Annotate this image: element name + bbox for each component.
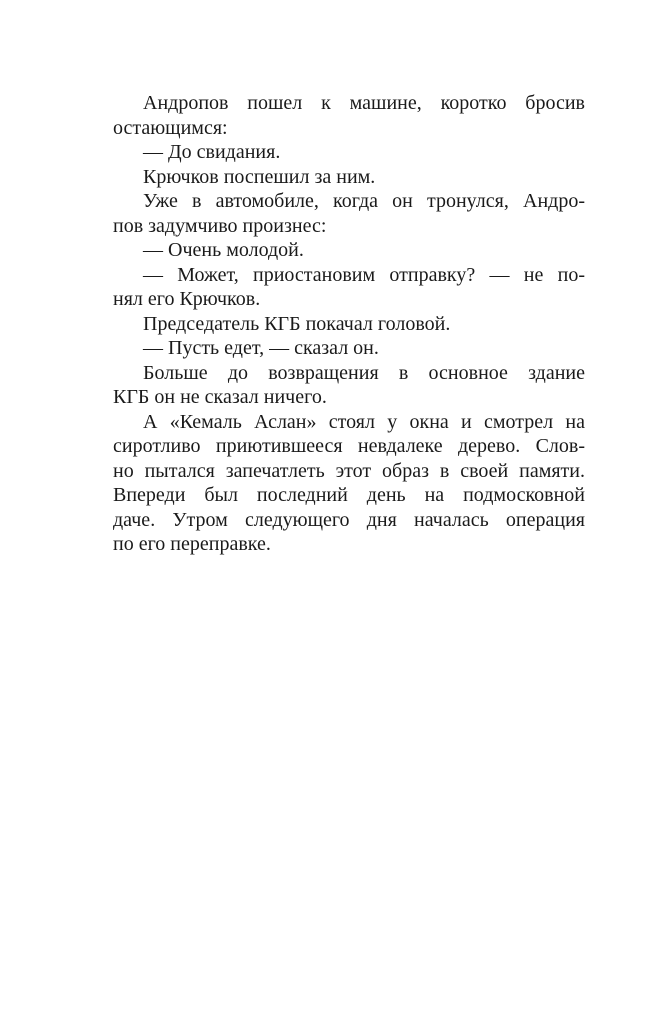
text-line: пов задумчиво произнес: [113, 214, 327, 237]
text-line: по его переправке. [113, 533, 271, 555]
text-line: остающимся: [113, 116, 228, 139]
text-line: нял его Крючков. [113, 288, 261, 310]
body-text [113, 91, 585, 557]
text-line: Андропов пошел к машине, коротко бросив [143, 92, 585, 114]
text-line: Больше до возвращения в основное здание [143, 361, 585, 384]
text-line: — Очень молодой. [143, 239, 304, 261]
text-line: Председатель КГБ покачал головой. [143, 312, 451, 335]
text-line: — Может, приостановим отправку? — не по- [143, 263, 585, 286]
text-line: КГБ он не сказал ничего. [113, 386, 327, 408]
text-line: — Пусть едет, — сказал он. [143, 337, 379, 359]
text-line: но пытался запечатлеть этот образ в своей памяти. [113, 459, 585, 482]
text-line: А «Кемаль Аслан» стоял у окна и смотрел на [143, 410, 585, 433]
text-line: даче. Утром следующего дня началась операция [113, 508, 585, 531]
text-line: Уже в автомобиле, когда он тронулся, Андро- [143, 190, 585, 212]
text-line: Впереди был последний день на подмосковной [113, 484, 585, 506]
text-line: сиротливо приютившееся невдалеке дерево. Слов- [113, 435, 585, 457]
text-line: — До свидания. [143, 141, 281, 163]
text-line: Крючков поспешил за ним. [143, 165, 376, 188]
